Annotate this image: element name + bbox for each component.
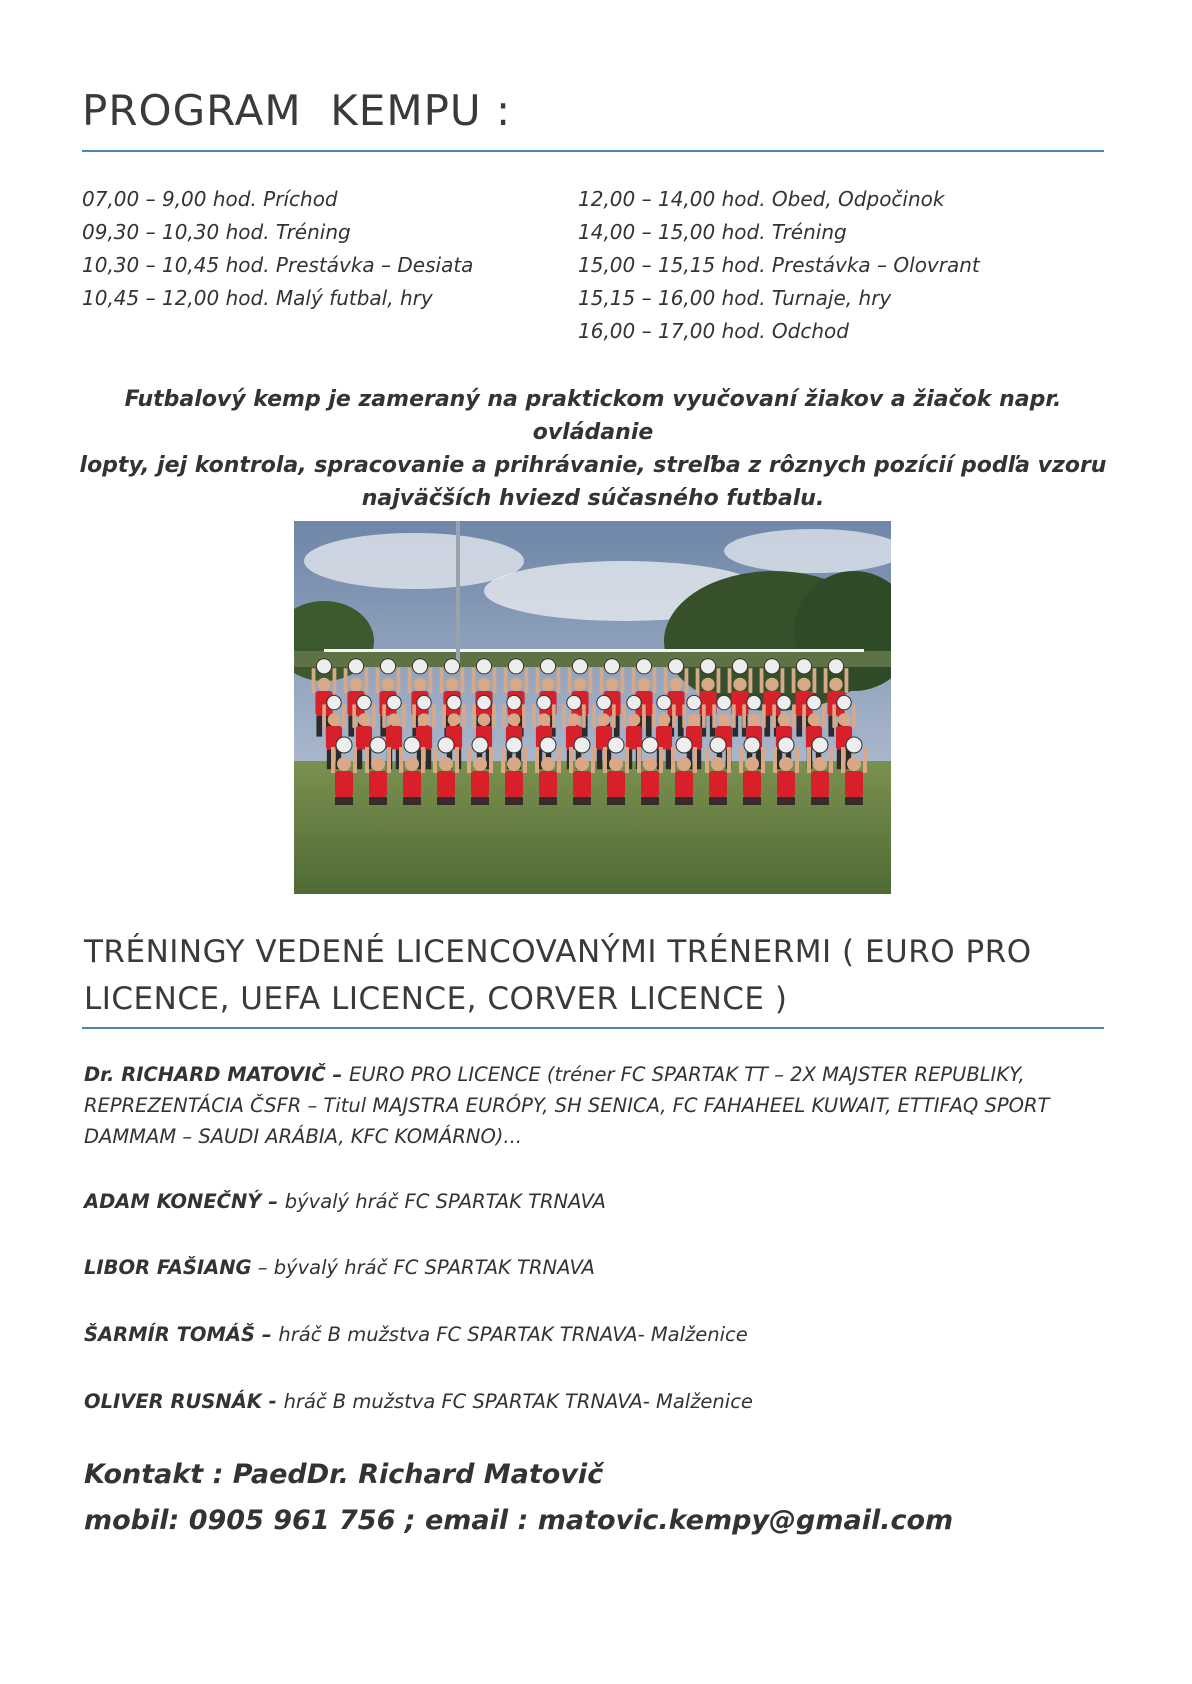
coach-name: ŠARMÍR TOMÁŠ <box>84 1323 256 1346</box>
child-head <box>701 678 714 691</box>
child-head <box>838 713 851 726</box>
ball-icon <box>668 659 683 674</box>
child-arm <box>705 747 709 773</box>
child-arm <box>671 747 675 773</box>
child-arm <box>492 704 496 727</box>
schedule-item: 14,00 – 15,00 hod. Tréning <box>578 220 847 244</box>
camp-description <box>78 383 1108 515</box>
child-shirt <box>626 726 642 749</box>
child-arm <box>732 704 736 727</box>
ball-icon <box>387 695 401 709</box>
child-arm <box>642 704 646 727</box>
pole <box>456 521 460 681</box>
ball-icon <box>508 659 523 674</box>
child-shirt <box>675 771 693 797</box>
child-arm <box>501 747 505 773</box>
child-arm <box>824 668 828 693</box>
child-head <box>371 757 385 771</box>
child-head <box>538 713 551 726</box>
ball-icon <box>412 659 427 674</box>
child-head <box>328 713 341 726</box>
child-arm <box>781 668 785 693</box>
schedule-right <box>578 183 980 348</box>
child-head <box>847 757 861 771</box>
child-head <box>541 678 554 691</box>
child-arm <box>352 704 356 727</box>
child-head <box>669 678 682 691</box>
ball-icon <box>764 659 779 674</box>
child-head <box>797 678 810 691</box>
child-head <box>568 713 581 726</box>
schedule-item: 15,00 – 15,15 hod. Prestávka – Olovrant <box>578 253 980 277</box>
ball-icon <box>572 659 587 674</box>
child-arm <box>832 704 836 727</box>
ball-icon <box>796 659 811 674</box>
child-head <box>405 757 419 771</box>
child-arm <box>462 704 466 727</box>
child-arm <box>591 747 595 773</box>
child-arm <box>552 704 556 727</box>
child-legs <box>709 797 727 805</box>
description-line: Futbalový kemp je zameraný na praktickom vyučovaní žiakov a žiačok napr. ovládanie <box>124 387 1062 445</box>
child-arm <box>472 704 476 727</box>
ball-icon <box>717 695 731 709</box>
child-head <box>358 713 371 726</box>
child-arm <box>557 747 561 773</box>
child-arm <box>412 704 416 727</box>
child-arm <box>421 747 425 773</box>
child-arm <box>773 747 777 773</box>
child-legs <box>675 797 693 805</box>
child-arm <box>863 747 867 773</box>
child-shirt <box>505 771 523 797</box>
ball-icon <box>812 737 828 753</box>
child-legs <box>641 797 659 805</box>
coach-line <box>84 1059 1094 1090</box>
child-shirt <box>743 771 761 797</box>
child-arm <box>822 704 826 727</box>
child-arm <box>653 668 657 693</box>
child-head <box>575 757 589 771</box>
coach-desc: EURO PRO LICENCE (tréner FC SPARTAK TT – 2X MAJSTER REPUBLIKY, <box>349 1063 1025 1086</box>
group-photo <box>294 521 891 894</box>
page-title: PROGRAM KEMPU : <box>82 86 512 135</box>
child-head <box>478 713 491 726</box>
ball-icon <box>657 695 671 709</box>
child-arm <box>331 747 335 773</box>
child-arm <box>342 704 346 727</box>
child-head <box>745 757 759 771</box>
description-line: lopty, jej kontrola, spracovanie a prihrávanie, streľba z rôznych pozícií podľa vzoru <box>79 453 1107 478</box>
ball-icon <box>472 737 488 753</box>
schedule-left <box>82 183 473 315</box>
child-arm <box>523 747 527 773</box>
child-arm <box>682 704 686 727</box>
child-legs <box>505 797 523 805</box>
child-arm <box>489 747 493 773</box>
child-head <box>718 713 731 726</box>
child-arm <box>433 747 437 773</box>
child-arm <box>522 704 526 727</box>
ball-icon <box>537 695 551 709</box>
child-shirt <box>437 771 455 797</box>
child-arm <box>792 668 796 693</box>
ball-icon <box>348 659 363 674</box>
child-arm <box>622 704 626 727</box>
coach-oliver-rusnak <box>84 1386 753 1417</box>
coach-desc: REPREZENTÁCIA ČSFR – Titul MAJSTRA EURÓPY, SH SENICA, FC FAHAHEEL KUWAIT, ETTIFAQ SPORT <box>84 1094 1050 1117</box>
ball-icon <box>447 695 461 709</box>
child-arm <box>467 747 471 773</box>
child-legs <box>607 797 625 805</box>
child-head <box>628 713 641 726</box>
child-arm <box>399 747 403 773</box>
child-arm <box>493 668 497 693</box>
child-head <box>388 713 401 726</box>
ball-icon <box>444 659 459 674</box>
child-arm <box>569 747 573 773</box>
ball-icon <box>710 737 726 753</box>
child-head <box>541 757 555 771</box>
child-arm <box>612 704 616 727</box>
child-arm <box>807 747 811 773</box>
coach-desc: DAMMAM – SAUDI ARÁBIA, KFC KOMÁRNO)... <box>84 1125 523 1148</box>
child-arm <box>717 668 721 693</box>
child-shirt <box>641 771 659 797</box>
child-head <box>439 757 453 771</box>
child-arm <box>536 668 540 693</box>
child-legs <box>743 797 761 805</box>
child-arm <box>582 704 586 727</box>
child-arm <box>841 747 845 773</box>
schedule-item: 15,15 – 16,00 hod. Turnaje, hry <box>578 286 892 310</box>
ball-icon <box>828 659 843 674</box>
child-arm <box>727 747 731 773</box>
child-head <box>381 678 394 691</box>
child-head <box>808 713 821 726</box>
ball-icon <box>540 659 555 674</box>
child-arm <box>372 704 376 727</box>
coach-richard-matovic <box>84 1059 1094 1152</box>
child-arm <box>829 747 833 773</box>
schedule-item: 16,00 – 17,00 hod. Odchod <box>578 319 849 343</box>
ball-icon <box>777 695 791 709</box>
child-head <box>637 678 650 691</box>
coach-desc: hráč B mužstva FC SPARTAK TRNAVA- Malženice <box>278 1323 748 1346</box>
ball-icon <box>507 695 521 709</box>
child-head <box>688 713 701 726</box>
child-legs <box>573 797 591 805</box>
child-arm <box>557 668 561 693</box>
schedule-item: 10,45 – 12,00 hod. Malý futbal, hry <box>82 286 433 310</box>
child-head <box>748 713 761 726</box>
child-head <box>413 678 426 691</box>
child-head <box>507 757 521 771</box>
child-head <box>778 713 791 726</box>
child-arm <box>637 747 641 773</box>
child-arm <box>659 747 663 773</box>
child-arm <box>440 668 444 693</box>
child-head <box>605 678 618 691</box>
child-arm <box>672 704 676 727</box>
schedule-item: 12,00 – 14,00 hod. Obed, Odpočinok <box>578 187 945 211</box>
child-head <box>829 678 842 691</box>
child-arm <box>532 704 536 727</box>
child-arm <box>382 704 386 727</box>
child-legs <box>335 797 353 805</box>
child-shirt <box>369 771 387 797</box>
ball-icon <box>438 737 454 753</box>
child-arm <box>845 668 849 693</box>
title-divider <box>82 150 1104 152</box>
ball-icon <box>807 695 821 709</box>
child-arm <box>376 668 380 693</box>
child-arm <box>852 704 856 727</box>
child-arm <box>702 704 706 727</box>
ball-icon <box>747 695 761 709</box>
child-arm <box>525 668 529 693</box>
child-leg <box>646 716 652 737</box>
coach-libor-fasiang <box>84 1252 595 1283</box>
child-shirt <box>811 771 829 797</box>
coach-sarmir-tomas <box>84 1319 748 1350</box>
child-shirt <box>386 726 402 749</box>
child-arm <box>535 747 539 773</box>
child-arm <box>442 704 446 727</box>
cloud <box>304 533 524 589</box>
child-arm <box>712 704 716 727</box>
child-arm <box>365 747 369 773</box>
child-arm <box>693 747 697 773</box>
child-leg <box>316 716 322 737</box>
child-shirt <box>709 771 727 797</box>
child-head <box>765 678 778 691</box>
child-arm <box>749 668 753 693</box>
contact-details: mobil: 0905 961 756 ; email : matovic.kempy@gmail.com <box>84 1505 954 1536</box>
child-head <box>598 713 611 726</box>
child-head <box>733 678 746 691</box>
ball-icon <box>700 659 715 674</box>
ball-icon <box>687 695 701 709</box>
group-photo-image <box>294 521 891 894</box>
child-arm <box>739 747 743 773</box>
child-shirt <box>335 771 353 797</box>
coach-name: Dr. RICHARD MATOVIČ <box>84 1063 326 1086</box>
ball-icon <box>732 659 747 674</box>
child-arm <box>408 668 412 693</box>
child-head <box>337 757 351 771</box>
child-head <box>445 678 458 691</box>
coach-desc: hráč B mužstva FC SPARTAK TRNAVA- Malženice <box>283 1390 753 1413</box>
child-arm <box>472 668 476 693</box>
ball-icon <box>327 695 341 709</box>
child-arm <box>353 747 357 773</box>
child-leg <box>796 716 802 737</box>
child-shirt <box>403 771 421 797</box>
child-arm <box>761 747 765 773</box>
ball-icon <box>540 737 556 753</box>
child-head <box>813 757 827 771</box>
child-head <box>477 678 490 691</box>
child-arm <box>455 747 459 773</box>
coach-name: ADAM KONEČNÝ <box>84 1190 262 1213</box>
child-arm <box>728 668 732 693</box>
child-leg <box>357 749 362 769</box>
child-arm <box>792 704 796 727</box>
child-legs <box>811 797 829 805</box>
child-arm <box>603 747 607 773</box>
coach-separator: – <box>255 1323 279 1346</box>
child-legs <box>471 797 489 805</box>
contact-block <box>84 1452 953 1544</box>
ball-icon <box>506 737 522 753</box>
child-arm <box>562 704 566 727</box>
ball-icon <box>604 659 619 674</box>
child-arm <box>813 668 817 693</box>
child-arm <box>432 704 436 727</box>
child-arm <box>625 747 629 773</box>
child-shirt <box>573 771 591 797</box>
coach-separator: – <box>261 1190 285 1213</box>
child-head <box>418 713 431 726</box>
ball-icon <box>676 737 692 753</box>
coach-name: OLIVER RUSNÁK <box>84 1390 262 1413</box>
ball-icon <box>370 737 386 753</box>
coach-separator: - <box>261 1390 284 1413</box>
coach-adam-konecny <box>84 1186 606 1217</box>
ball-icon <box>404 737 420 753</box>
ball-icon <box>642 737 658 753</box>
child-arm <box>333 668 337 693</box>
child-head <box>573 678 586 691</box>
child-legs <box>437 797 455 805</box>
child-shirt <box>539 771 557 797</box>
trainers-heading <box>84 929 1104 1023</box>
schedule-item: 10,30 – 10,45 hod. Prestávka – Desiata <box>82 253 474 277</box>
child-arm <box>742 704 746 727</box>
ball-icon <box>336 737 352 753</box>
child-arm <box>365 668 369 693</box>
ball-icon <box>627 695 641 709</box>
child-arm <box>664 668 668 693</box>
child-legs <box>403 797 421 805</box>
coach-separator: – <box>325 1063 350 1086</box>
goal-crossbar <box>324 649 864 652</box>
child-head <box>317 678 330 691</box>
child-head <box>677 757 691 771</box>
child-arm <box>802 704 806 727</box>
child-shirt <box>777 771 795 797</box>
child-legs <box>845 797 863 805</box>
child-arm <box>632 668 636 693</box>
child-head <box>779 757 793 771</box>
child-arm <box>772 704 776 727</box>
child-shirt <box>607 771 625 797</box>
ball-icon <box>744 737 760 753</box>
child-shirt <box>471 771 489 797</box>
child-head <box>658 713 671 726</box>
ball-icon <box>837 695 851 709</box>
child-leg <box>597 749 602 769</box>
child-arm <box>344 668 348 693</box>
child-arm <box>502 704 506 727</box>
child-legs <box>539 797 557 805</box>
child-head <box>609 757 623 771</box>
schedule-item: 09,30 – 10,30 hod. Tréning <box>82 220 351 244</box>
coach-desc: bývalý hráč FC SPARTAK TRNAVA <box>273 1256 595 1279</box>
ball-icon <box>380 659 395 674</box>
child-arm <box>589 668 593 693</box>
ball-icon <box>846 737 862 753</box>
child-leg <box>426 749 431 769</box>
ball-icon <box>608 737 624 753</box>
child-head <box>508 713 521 726</box>
child-head <box>643 757 657 771</box>
child-head <box>448 713 461 726</box>
contact-person: Kontakt : PaedDr. Richard Matovič <box>84 1459 604 1490</box>
child-arm <box>429 668 433 693</box>
child-arm <box>762 704 766 727</box>
child-arm <box>600 668 604 693</box>
child-arm <box>652 704 656 727</box>
child-shirt <box>845 771 863 797</box>
child-arm <box>397 668 401 693</box>
trainers-divider <box>82 1027 1104 1029</box>
coach-separator: – <box>251 1256 274 1279</box>
ball-icon <box>476 659 491 674</box>
child-arm <box>504 668 508 693</box>
child-arm <box>592 704 596 727</box>
description-line: najväčších hviezd súčasného futbalu. <box>361 486 825 511</box>
child-arm <box>461 668 465 693</box>
child-arm <box>402 704 406 727</box>
child-arm <box>685 668 689 693</box>
ball-icon <box>477 695 491 709</box>
child-arm <box>387 747 391 773</box>
schedule-item: 07,00 – 9,00 hod. Príchod <box>82 187 338 211</box>
ball-icon <box>417 695 431 709</box>
ball-icon <box>574 737 590 753</box>
ball-icon <box>597 695 611 709</box>
child-arm <box>760 668 764 693</box>
ball-icon <box>636 659 651 674</box>
ball-icon <box>567 695 581 709</box>
child-legs <box>777 797 795 805</box>
child-leg <box>666 749 671 769</box>
trainers-heading-line: TRÉNINGY VEDENÉ LICENCOVANÝMI TRÉNERMI ( EURO PRO <box>84 934 1032 970</box>
child-legs <box>369 797 387 805</box>
child-head <box>711 757 725 771</box>
child-head <box>349 678 362 691</box>
child-arm <box>621 668 625 693</box>
child-arm <box>568 668 572 693</box>
ball-icon <box>316 659 331 674</box>
trainers-heading-line: LICENCE, UEFA LICENCE, CORVER LICENCE ) <box>84 981 788 1017</box>
ball-icon <box>357 695 371 709</box>
child-head <box>473 757 487 771</box>
child-arm <box>696 668 700 693</box>
coach-name: LIBOR FAŠIANG <box>84 1256 252 1279</box>
child-arm <box>312 668 316 693</box>
coach-desc: bývalý hráč FC SPARTAK TRNAVA <box>284 1190 606 1213</box>
child-arm <box>795 747 799 773</box>
ball-icon <box>778 737 794 753</box>
child-head <box>509 678 522 691</box>
child-arm <box>322 704 326 727</box>
